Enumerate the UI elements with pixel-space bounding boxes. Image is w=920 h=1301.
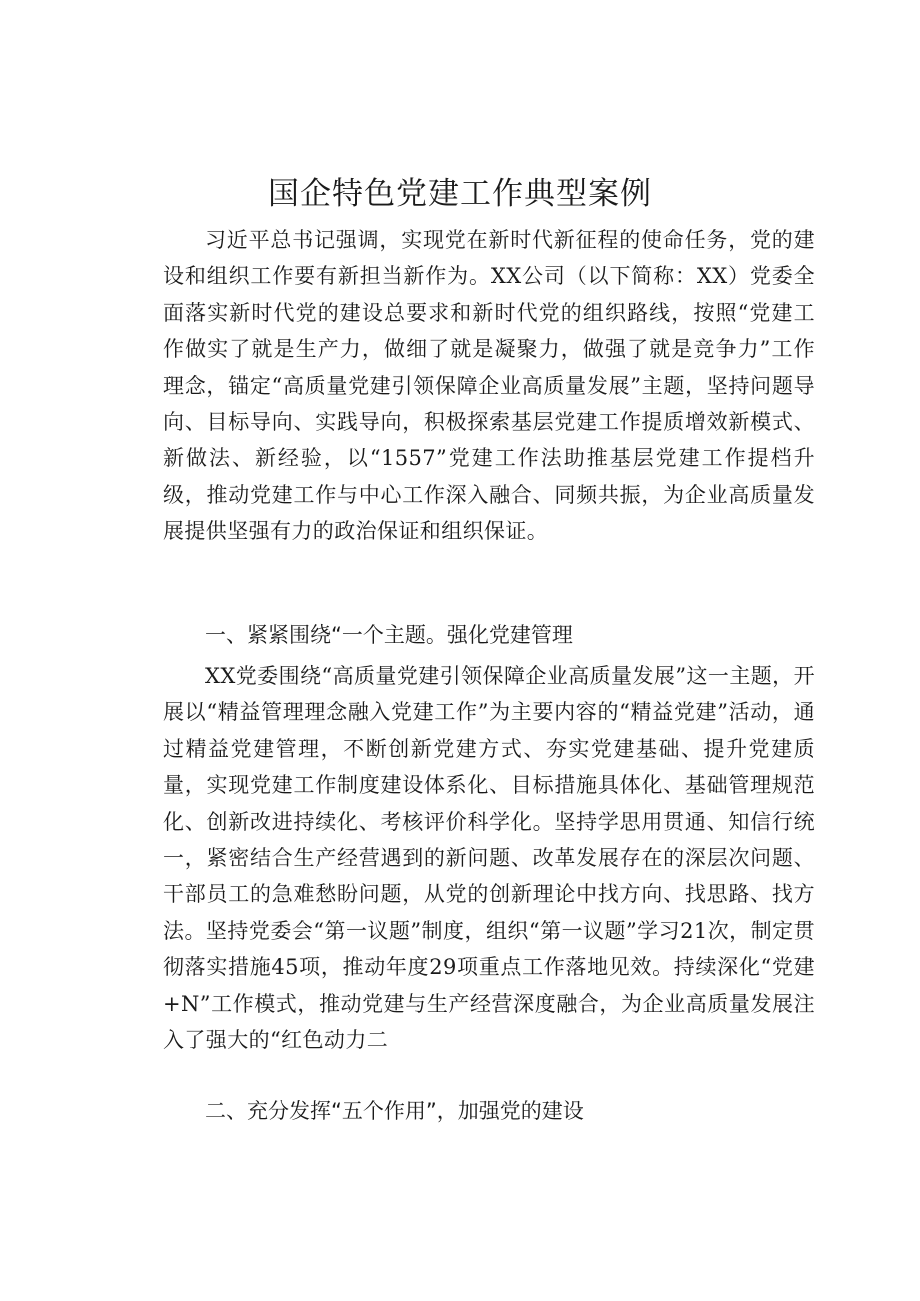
section-1-heading: 一、紧紧围绕“一个主题。强化党建管理 <box>205 623 573 647</box>
section-1-paragraph: XX党委围绕“高质量党建引领保障企业高质量发展”这一主题，开展以“精益管理理念融入党建工作”为主要内容的“精益党建”活动，通过精益党建管理，不断创新党建方式、夯实党建基础、提升党建质量，实现党建工作制度建设体系化、目标措施具体化、基础管理规范化、创新改进持续化、考核评价科学化。坚持学思用贯通、知信行统一，紧密结合生产经营遇到的新问题、改革发展存在的深层次问题、干部员工的急难愁盼问题，从党的创新理论中找方向、找思路、找方法。坚持党委会“第一议题”制度，组织“第一议题”学习21次，制定贯彻落实措施45项，推动年度29项重点工作落地见效。持续深化“党建+N”工作模式，推动党建与生产经营深度融合，为企业高质量发展注入了强大的“红色动力二 <box>163 664 815 1053</box>
document-title: 国企特色党建工作典型案例 <box>268 176 652 212</box>
intro-paragraph: 习近平总书记强调，实现党在新时代新征程的使命任务，党的建设和组织工作要有新担当新作为。XX公司（以下简称：XX）党委全面落实新时代党的建设总要求和新时代党的组织路线，按照“党建工作做实了就是生产力，做细了就是凝聚力，做强了就是竞争力”工作理念，锚定“高质量党建引领保障企业高质量发展”主题，坚持问题导向、目标导向、实践导向，积极探索基层党建工作提质增效新模式、新做法、新经验，以“1557”党建工作法助推基层党建工作提档升级，推动党建工作与中心工作深入融合、同频共振，为企业高质量发展提供坚强有力的政治保证和组织保证。 <box>163 228 815 544</box>
section-2-heading: 二、充分发挥“五个作用”，加强党的建设 <box>205 1099 584 1123</box>
